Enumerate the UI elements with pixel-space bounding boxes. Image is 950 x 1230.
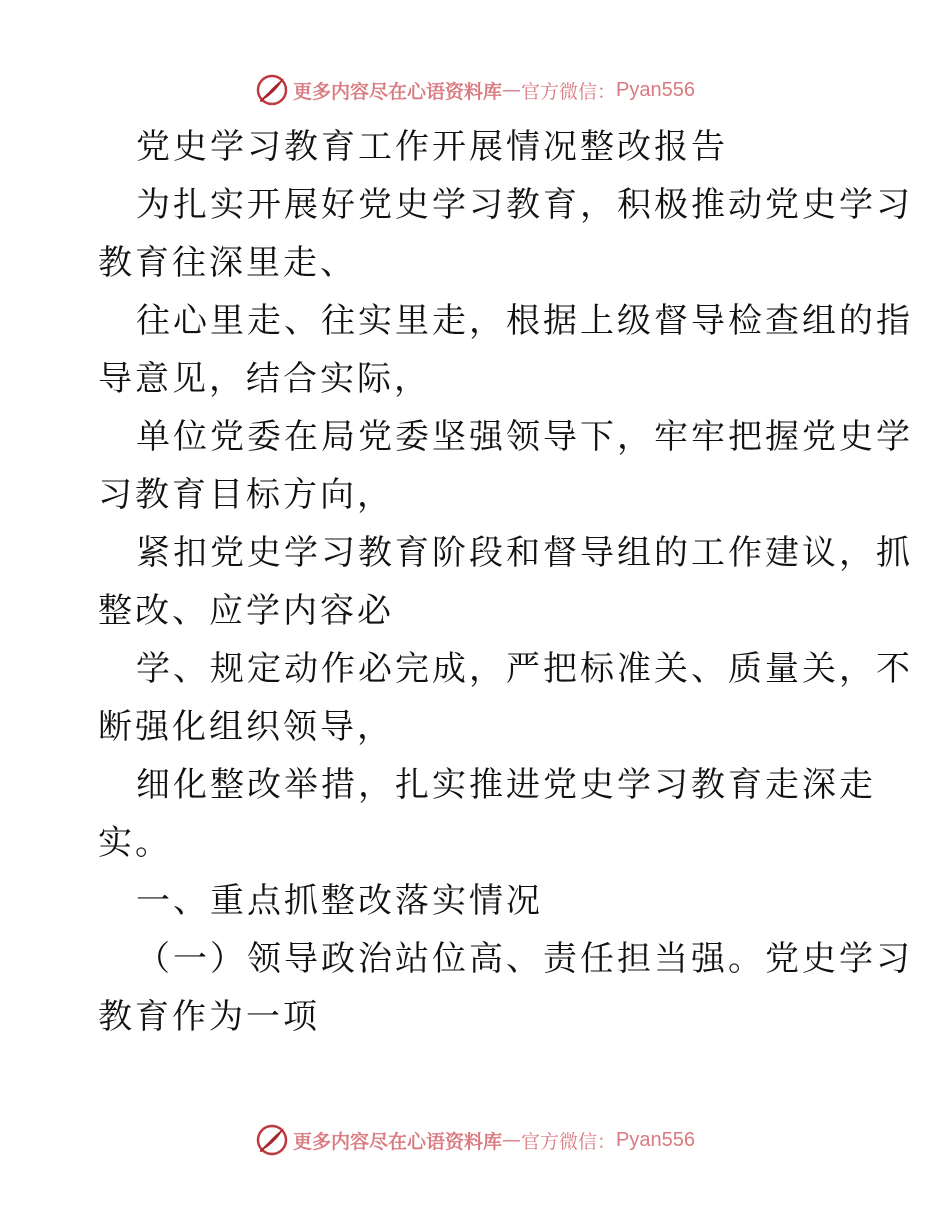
watermark-label: 官方微信： (521, 80, 617, 103)
paragraph-line: 学、规定动作必完成，严把标准关、质量关，不 (136, 649, 913, 689)
watermark-wechat-id: Pyan556 (616, 1128, 695, 1151)
paragraph-line: 细化整改举措，扎实推进党史学习教育走深走 (136, 765, 876, 805)
paragraph-line: 教育往深里走、 (98, 243, 357, 283)
paragraph-line: 紧扣党史学习教育阶段和督导组的工作建议，抓 (136, 533, 913, 573)
watermark-wechat-id: Pyan556 (616, 78, 695, 101)
document-body (98, 118, 913, 1046)
paragraph-line: 教育作为一项 (98, 997, 320, 1037)
paragraph-line: 断强化组织领导， (98, 707, 394, 747)
paragraph-line: （一）领导政治站位高、责任担当强。党史学习 (136, 939, 913, 979)
watermark-brand: 更多内容尽在心语资料库 (293, 80, 503, 103)
paragraph-line: 整改、应学内容必 (98, 591, 394, 631)
watermark-separator: — (502, 1129, 522, 1151)
header-watermark (0, 72, 950, 108)
section-heading: 一、重点抓整改落实情况 (136, 881, 543, 921)
feather-quill-logo-icon (255, 73, 289, 107)
paragraph-line: 导意见，结合实际， (98, 359, 431, 399)
paragraph-line: 习教育目标方向， (98, 475, 394, 515)
paragraph-line: 往心里走、往实里走，根据上级督导检查组的指 (136, 301, 913, 341)
paragraph-line: 单位党委在局党委坚强领导下，牢牢把握党史学 (136, 417, 913, 457)
watermark-label: 官方微信： (521, 1130, 617, 1153)
watermark-brand: 更多内容尽在心语资料库 (293, 1130, 503, 1153)
watermark-separator: — (502, 79, 522, 101)
paragraph-line: 为扎实开展好党史学习教育，积极推动党史学习 (136, 185, 913, 225)
paragraph-line: 实。 (98, 823, 172, 863)
document-title: 党史学习教育工作开展情况整改报告 (136, 127, 728, 167)
footer-watermark (0, 1122, 950, 1158)
feather-quill-logo-icon (255, 1123, 289, 1157)
